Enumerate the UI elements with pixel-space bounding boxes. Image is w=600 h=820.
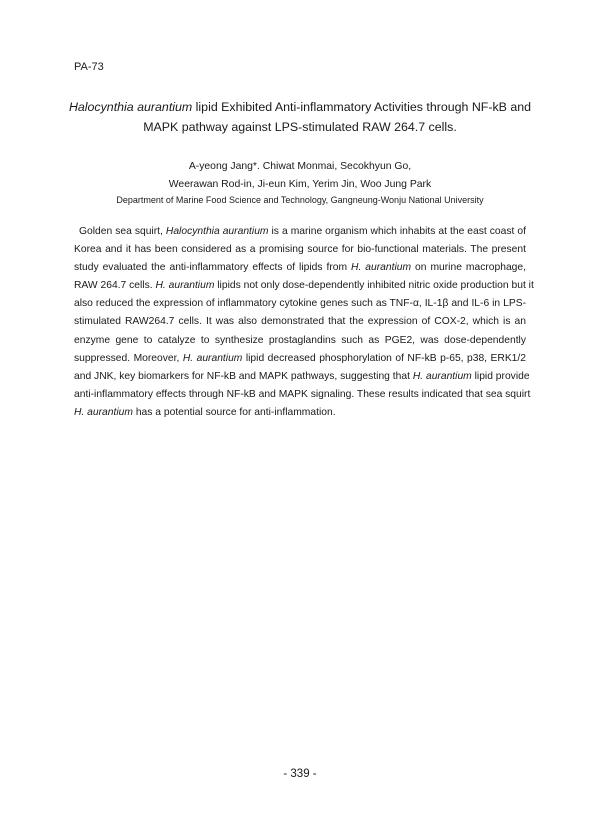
- abstract-line: enzyme gene to catalyze to synthesize prostaglandins such as PGE2, was dose-dependently: [74, 334, 526, 346]
- page-number: - 339 -: [283, 768, 317, 780]
- title-line-1: [50, 97, 550, 117]
- abstract-line: H. aurantium has a potential source for anti-inflammation.: [74, 406, 336, 418]
- abstract-line: anti-inflammatory effects through NF-kB and MAPK signaling. These results indicated that sea squirt: [74, 388, 531, 400]
- abstract-line: Golden sea squirt, Halocynthia aurantium is a marine organism which inhabits at the east coast of: [79, 226, 526, 237]
- author-list: [60, 158, 540, 194]
- paper-title: [50, 97, 550, 137]
- abstract-line: also reduced the expression of inflammatory cytokine genes such as TNF-α, IL-1β and IL-6 in LPS-: [74, 298, 526, 310]
- authors-line-1: A-yeong Jang*. Chiwat Monmai, Secokhyun Go,: [188, 161, 412, 172]
- affiliation: Department of Marine Food Science and Technology, Gangneung-Wonju National University: [116, 195, 484, 205]
- title-line-1-rest: lipid Exhibited Anti-inflammatory Activities through NF-kB and: [192, 100, 532, 114]
- abstract-code: PA-73: [74, 61, 104, 73]
- abstract-line: RAW 264.7 cells. H. aurantium lipids not only dose-dependently inhibited nitric oxide production but it: [74, 280, 534, 292]
- abstract-line: suppressed. Moreover, H. aurantium lipid decreased phosphorylation of NF-kB p-65, p38, ERK1/2: [74, 352, 526, 364]
- abstract-line: and JNK, key biomarkers for NF-kB and MAPK pathways, suggesting that H. aurantium lipid provide: [74, 370, 530, 382]
- title-species: Halocynthia aurantium: [68, 100, 193, 114]
- abstract-line: stimulated RAW264.7 cells. It was also demonstrated that the expression of COX-2, which is an: [74, 316, 526, 328]
- abstract-body: [74, 223, 534, 422]
- authors-line-2: Weerawan Rod-in, Ji-eun Kim, Yerim Jin, Woo Jung Park: [168, 179, 432, 190]
- abstract-line: study evaluated the anti-inflammatory effects of lipids from H. aurantium on murine macrophage,: [74, 262, 526, 274]
- title-line-2: MAPK pathway against LPS-stimulated RAW 264.7 cells.: [143, 120, 457, 134]
- abstract-line: Korea and it has been considered as a promising source for bio-functional materials. The present: [74, 244, 526, 256]
